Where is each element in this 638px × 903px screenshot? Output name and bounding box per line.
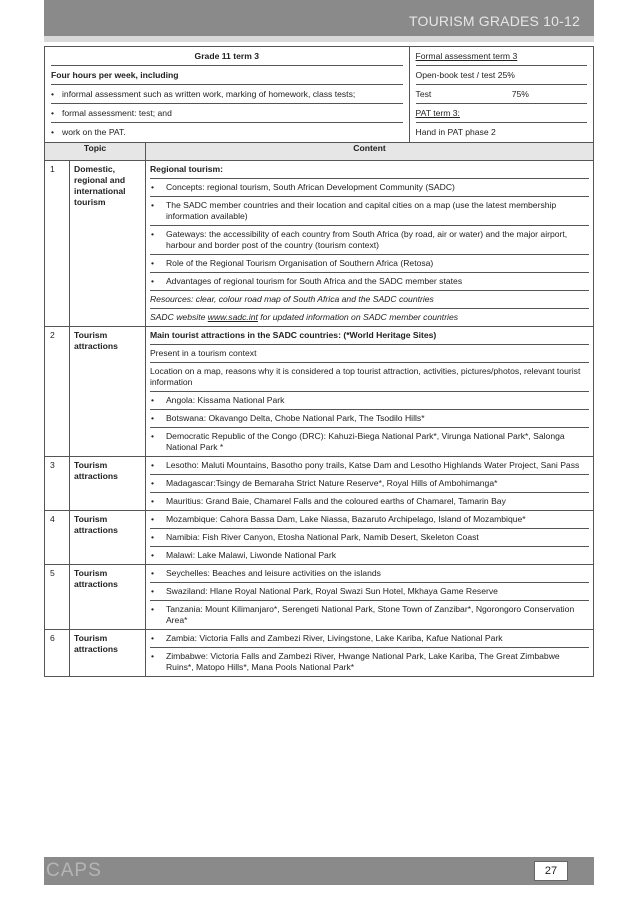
content-bullet: • Madagascar:Tsingy de Bemaraha Strict Nature Reserve*, Royal Hills of Ambohimanga* bbox=[150, 475, 589, 493]
test-label: Test bbox=[415, 89, 432, 99]
content-bullet: • Seychelles: Beaches and leisure activities on the islands bbox=[150, 565, 589, 583]
column-header-topic: Topic bbox=[45, 143, 146, 161]
row-number: 4 bbox=[45, 511, 70, 565]
overview-bullet: • formal assessment: test; and bbox=[51, 104, 403, 123]
row-content bbox=[145, 327, 593, 457]
content-title: Regional tourism: bbox=[150, 161, 589, 179]
overview-right bbox=[409, 47, 593, 143]
content-bullet: • Zimbabwe: Victoria Falls and Zambezi River, Hwange National Park, Lake Kariba, The Great Zimbabwe Ruins*, Matopo Hills*, Mana Pools National Park* bbox=[150, 651, 560, 672]
header-title: TOURISM GRADES 10-12 bbox=[408, 13, 580, 29]
row-topic: Tourism attractions bbox=[69, 327, 145, 457]
row-number: 3 bbox=[45, 457, 70, 511]
overview-left bbox=[45, 47, 410, 143]
table-row bbox=[45, 161, 594, 327]
overview-bullet: • work on the PAT. bbox=[51, 123, 403, 142]
row-content bbox=[145, 511, 593, 565]
row-topic: Tourism attractions bbox=[69, 565, 145, 630]
content-bullet: • Concepts: regional tourism, South African Development Community (SADC) bbox=[150, 179, 589, 197]
row-content bbox=[145, 630, 593, 677]
test-line bbox=[416, 85, 587, 104]
website-text: SADC website www.sadc.int for updated information on SADC member countries bbox=[149, 312, 459, 322]
header-edge bbox=[44, 36, 594, 42]
content-bullet: • Botswana: Okavango Delta, Chobe National Park, The Tsodilo Hills* bbox=[150, 410, 589, 428]
footer-caps-text: CAPS bbox=[46, 860, 102, 881]
page-number: 27 bbox=[534, 861, 568, 881]
content-bullet: • Mauritius: Grand Baie, Chamarel Falls and the coloured earths of Chamarel, Tamarin Bay bbox=[150, 496, 506, 506]
row-number: 1 bbox=[45, 161, 70, 327]
page-header bbox=[44, 0, 594, 36]
formal-assessment-title: Formal assessment term 3 bbox=[416, 47, 587, 66]
column-header-row bbox=[45, 143, 594, 161]
content-bullet: • Democratic Republic of the Congo (DRC): Kahuzi-Biega National Park*, Virunga National Park*, Salonga National Park * bbox=[150, 431, 565, 452]
present-text: Present in a tourism context bbox=[150, 345, 589, 363]
row-topic: Tourism attractions bbox=[69, 511, 145, 565]
overview-bullet: • informal assessment such as written work, marking of homework, class tests; bbox=[51, 85, 403, 104]
table-row bbox=[45, 565, 594, 630]
table-row bbox=[45, 457, 594, 511]
content-bullet: • Swaziland: Hlane Royal National Park, Royal Swazi Sun Hotel, Mkhaya Game Reserve bbox=[150, 583, 589, 601]
resources-text: Resources: clear, colour road map of South Africa and the SADC countries bbox=[150, 291, 589, 309]
content-bullet: • Lesotho: Maluti Mountains, Basotho pony trails, Katse Dam and Lesotho Highlands Water Project, Sani Pass bbox=[150, 457, 589, 475]
row-topic: Tourism attractions bbox=[69, 457, 145, 511]
row-content bbox=[145, 161, 593, 327]
hours-text: Four hours per week, including bbox=[51, 66, 403, 85]
location-text: Location on a map, reasons why it is considered a top tourist attraction, activities, pictures/photos, relevant tourist information bbox=[150, 363, 589, 392]
grade-term: Grade 11 term 3 bbox=[51, 47, 403, 66]
content-bullet: • Malawi: Lake Malawi, Liwonde National Park bbox=[150, 550, 336, 560]
row-number: 6 bbox=[45, 630, 70, 677]
table-row bbox=[45, 327, 594, 457]
content-bullet: • Advantages of regional tourism for South Africa and the SADC member states bbox=[150, 273, 589, 291]
table-row bbox=[45, 511, 594, 565]
content-bullet: • Role of the Regional Tourism Organisation of Southern Africa (Retosa) bbox=[150, 255, 589, 273]
row-number: 2 bbox=[45, 327, 70, 457]
row-content bbox=[145, 565, 593, 630]
content-bullet: • The SADC member countries and their location and capital cities on a map (use the latest membership information available) bbox=[150, 197, 589, 226]
content-bullet: • Gateways: the accessibility of each country from South Africa (by road, air or water) and the major airport, harbour and border post of the country (tourism context) bbox=[150, 226, 589, 255]
table-row bbox=[45, 630, 594, 677]
open-book-text: Open-book test / test 25% bbox=[416, 66, 587, 85]
column-header-content: Content bbox=[145, 143, 593, 161]
content-title: Main tourist attractions in the SADC countries: (*World Heritage Sites) bbox=[150, 327, 589, 345]
row-topic: Tourism attractions bbox=[69, 630, 145, 677]
overview-row bbox=[45, 47, 594, 143]
content-bullet: • Angola: Kissama National Park bbox=[150, 392, 589, 410]
content-bullet: • Mozambique: Cahora Bassa Dam, Lake Niassa, Bazaruto Archipelago, Island of Mozambique* bbox=[150, 511, 589, 529]
curriculum-table bbox=[44, 46, 594, 677]
page-footer bbox=[44, 857, 594, 885]
row-topic: Domestic, regional and international tourism bbox=[69, 161, 145, 327]
content-bullet: • Tanzania: Mount Kilimanjaro*, Serengeti National Park, Stone Town of Zanzibar*, Ngorongoro Conservation Area* bbox=[150, 604, 575, 625]
content-bullet: • Namibia: Fish River Canyon, Etosha National Park, Namib Desert, Skeleton Coast bbox=[150, 529, 589, 547]
sadc-website-link[interactable]: www.sadc.int bbox=[207, 312, 258, 322]
row-content bbox=[145, 457, 593, 511]
test-value: 75% bbox=[511, 89, 529, 99]
pat-text: Hand in PAT phase 2 bbox=[415, 127, 496, 137]
content-bullet: • Zambia: Victoria Falls and Zambezi River, Livingstone, Lake Kariba, Kafue National Park bbox=[150, 630, 589, 648]
pat-title: PAT term 3: bbox=[416, 104, 587, 123]
row-number: 5 bbox=[45, 565, 70, 630]
